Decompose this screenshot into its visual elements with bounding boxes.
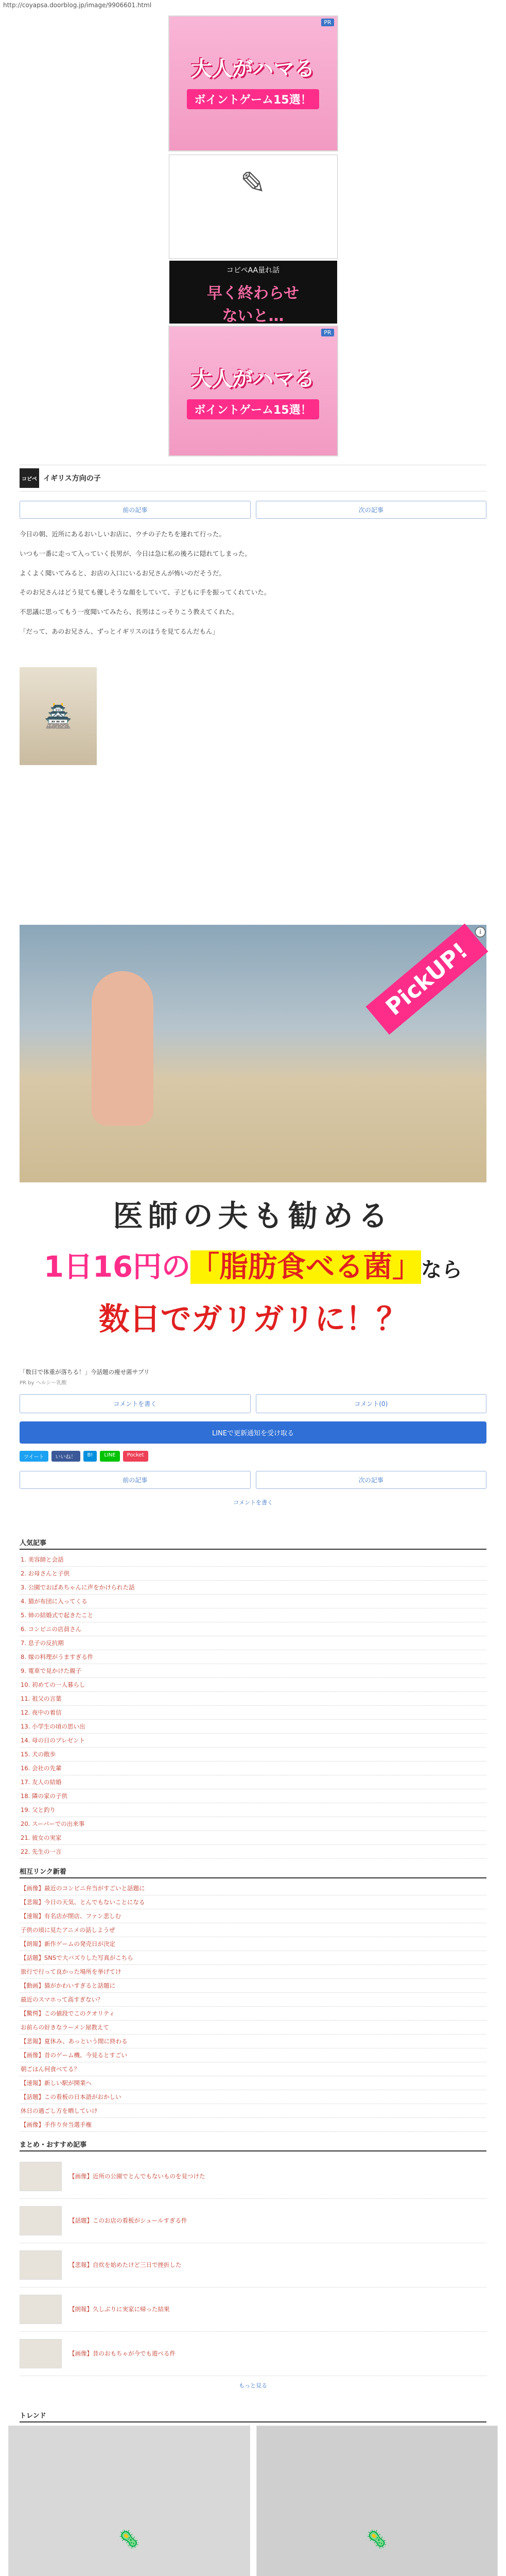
comic-drawing: ✎ xyxy=(240,165,266,201)
matome-title[interactable]: 【画像】昔のおもちゃが今でも遊べる件 xyxy=(69,2350,176,2358)
ad-headline: 大人がハマる xyxy=(191,367,315,391)
ranking-item[interactable]: 15. 犬の散歩 xyxy=(20,1748,486,1761)
matome-more-link[interactable]: もっと見る xyxy=(239,2382,267,2389)
share-buttons xyxy=(20,1451,486,1462)
promo-big-line xyxy=(20,1244,486,1285)
news-item[interactable]: 旅行で行って良かった場所を挙げてけ xyxy=(20,1965,486,1979)
ranking-item[interactable]: 17. 友人の結婚 xyxy=(20,1775,486,1789)
matome-card[interactable] xyxy=(20,2243,486,2287)
ranking-item[interactable]: 22. 先生の一言 xyxy=(20,1845,486,1859)
matome-title[interactable]: 【悲報】自炊を始めたけど三日で挫折した xyxy=(69,2261,182,2269)
news-item[interactable]: 最近のスマホって高すぎない？ xyxy=(20,1993,486,2007)
ranking-item[interactable]: 3. 公園でおばあちゃんに声をかけられた話 xyxy=(20,1581,486,1595)
ranking-item[interactable]: 4. 猫が布団に入ってくる xyxy=(20,1595,486,1608)
diet-promo-ad[interactable] xyxy=(20,925,486,1363)
matome-title[interactable]: 【話題】このお店の看板がシュールすぎる件 xyxy=(69,2217,187,2225)
next-article-button[interactable]: 次の記事 xyxy=(256,501,487,519)
matome-title[interactable]: 【朗報】久しぶりに実家に帰った結果 xyxy=(69,2306,170,2313)
matome-list xyxy=(0,2155,506,2376)
like-button[interactable]: いいね！ xyxy=(51,1451,80,1462)
pickup-ribbon: PickUP! xyxy=(366,924,488,1035)
game-ad-top[interactable] xyxy=(168,15,338,151)
article-paragraph: 不思議に思ってもう一度聞いてみたら、長男はこっそりこう教えてくれた。 xyxy=(20,608,238,616)
ad-headline: 大人がハマる xyxy=(191,57,315,81)
pr-badge: PR xyxy=(321,329,334,336)
article-nav-top xyxy=(20,501,486,519)
news-item[interactable]: 【朗報】新作ゲームの発売日が決定 xyxy=(20,1937,486,1951)
trend-grid xyxy=(8,2426,498,2576)
ranking-item[interactable]: 13. 小学生の頃の思い出 xyxy=(20,1720,486,1734)
news-item[interactable]: 【速報】新しい駅が開業へ xyxy=(20,2076,486,2090)
promo-headline: 医師の夫も勧める xyxy=(113,1198,393,1233)
news-item[interactable]: 【驚愕】この値段でこのクオリティ xyxy=(20,2007,486,2021)
ranking-item[interactable]: 19. 父と釣り xyxy=(20,1803,486,1817)
news-item[interactable]: 子供の頃に見たアニメの話しようぜ xyxy=(20,1923,486,1937)
ranking-item[interactable]: 21. 彼女の実家 xyxy=(20,1831,486,1845)
article-paragraph: 今日の朝、近所にあるおいしいお店に、ウチの子たちを連れて行った。 xyxy=(20,530,226,538)
news-item[interactable]: 【悲報】今日の天気、とんでもないことになる xyxy=(20,1895,486,1909)
article-photo: 🏯 xyxy=(20,667,97,765)
news-item[interactable]: お前らの好きなラーメン屋教えて xyxy=(20,2021,486,2035)
comic-title-ad[interactable] xyxy=(169,261,337,324)
matome-heading: まとめ・おすすめ記事 xyxy=(20,2139,486,2151)
news-item[interactable]: 朝ごはん何食べてる？ xyxy=(20,2062,486,2076)
promo-prefix: 1日16円の xyxy=(44,1250,190,1284)
promo-caption[interactable]: 「数日で体重が落ちる！」今話題の痩せ菌サプリ xyxy=(20,1368,150,1376)
ranking-item[interactable]: 16. 会社の先輩 xyxy=(20,1761,486,1775)
news-item[interactable]: 【画像】手作り弁当選手権 xyxy=(20,2118,486,2132)
article-nav-bottom xyxy=(20,1471,486,1489)
blog-icon[interactable]: コピペ xyxy=(20,468,39,488)
matome-thumbnail xyxy=(20,2162,62,2191)
next-article-button[interactable]: 次の記事 xyxy=(256,1471,487,1489)
article-paragraph: 「だって、あのお兄さん、ずっとイギリスのほうを見てるんだもん」 xyxy=(20,627,219,635)
promo-suffix: なら xyxy=(421,1258,462,1282)
trend-tile[interactable] xyxy=(256,2426,498,2576)
ranking-item[interactable]: 1. 美容師と会話 xyxy=(20,1553,486,1567)
news-heading: 相互リンク新着 xyxy=(20,1866,486,1878)
ad-subheadline: ボイントゲーム15選！ xyxy=(187,89,319,109)
article-paragraph: よくよく聞いてみると、お店の入口にいるお兄さんが怖いのだそうだ。 xyxy=(20,569,226,577)
page-title: イギリス方向の子 xyxy=(43,474,101,483)
ranking-item[interactable]: 14. 母の日のプレゼント xyxy=(20,1734,486,1748)
prev-article-button[interactable]: 前の記事 xyxy=(20,501,251,519)
pr-badge: PR xyxy=(321,19,334,26)
comic-ad-line1: 早く終わらせ xyxy=(206,284,300,302)
promo-caption-box xyxy=(20,1368,486,1386)
comic-ad[interactable] xyxy=(169,155,338,259)
comment-count-button[interactable]: コメント(0) xyxy=(256,1394,487,1413)
ranking-item[interactable]: 2. お母さんと子供 xyxy=(20,1567,486,1581)
news-list xyxy=(20,1882,486,2132)
matome-thumbnail xyxy=(20,2206,62,2235)
ranking-item[interactable]: 5. 姉の結婚式で起きたこと xyxy=(20,1608,486,1622)
browser-url[interactable]: http://coyapsa.doorblog.jp/image/9906601.html xyxy=(3,2,152,9)
ranking-item[interactable]: 10. 初めての一人暮らし xyxy=(20,1678,486,1692)
ranking-item[interactable]: 12. 夜中の着信 xyxy=(20,1706,486,1720)
comment-actions xyxy=(20,1394,486,1413)
line-follow-button[interactable]: LINEで更新通知を受け取る xyxy=(20,1421,486,1444)
ranking-item[interactable]: 9. 電車で見かけた親子 xyxy=(20,1664,486,1678)
news-item[interactable]: 【画像】昔のゲーム機、今見るとすごい xyxy=(20,2048,486,2062)
promo-sub: PR by ヘルシー乳酸 xyxy=(20,1380,67,1386)
trend-heading: トレンド xyxy=(20,2410,486,2422)
ranking-heading: 人気記事 xyxy=(20,1537,486,1550)
matome-card[interactable] xyxy=(20,2332,486,2376)
prev-article-button[interactable]: 前の記事 xyxy=(20,1471,251,1489)
matome-thumbnail xyxy=(20,2339,62,2368)
matome-card[interactable] xyxy=(20,2155,486,2199)
trend-image: 🦠 xyxy=(256,2426,498,2576)
ranking-item[interactable]: 6. コンビニの店員さん xyxy=(20,1622,486,1636)
promo-bottom-line: 数日でガリガリに！？ xyxy=(98,1301,408,1337)
article-paragraph: いつも一番に走って入っていく長男が、今日は急に私の後ろに隠れてしまった。 xyxy=(20,549,252,557)
trend-tile[interactable] xyxy=(8,2426,250,2576)
line-share-button[interactable]: LINE xyxy=(100,1451,119,1462)
matome-thumbnail xyxy=(20,2250,62,2280)
game-ad-middle[interactable] xyxy=(168,326,338,456)
blog-header xyxy=(20,465,486,492)
figure-icon xyxy=(92,971,153,1126)
trend-image: 🦠 xyxy=(8,2426,250,2576)
matome-card[interactable] xyxy=(20,2199,486,2243)
comic-ad-title: コピペAA量れ話 xyxy=(226,266,280,275)
news-item[interactable]: 休日の過ごし方を晒していけ xyxy=(20,2104,486,2118)
ad-subheadline: ボイントゲーム15選！ xyxy=(187,399,319,419)
promo-highlight: 「脂肪食べる菌」 xyxy=(190,1250,421,1284)
ranking-item[interactable]: 11. 祖父の言葉 xyxy=(20,1692,486,1706)
tweet-button[interactable]: ツイート xyxy=(20,1451,48,1462)
ranking-item[interactable]: 20. スーパーでの出来事 xyxy=(20,1817,486,1831)
article-paragraph: そのお兄さんはどう見ても優しそうな顔をしていて、子どもに手を振ってくれていた。 xyxy=(20,588,271,597)
comic-ad-line2: ないと… xyxy=(222,307,284,325)
news-item[interactable]: 【画像】最近のコンビニ弁当がすごいと話題に xyxy=(20,1882,486,1895)
top-ad-area xyxy=(0,15,506,456)
matome-title[interactable]: 【画像】近所の公園でとんでもないものを見つけた xyxy=(69,2173,205,2180)
news-item[interactable]: 【話題】この看板の日本語がおかしい xyxy=(20,2090,486,2104)
news-item[interactable]: 【速報】有名店が閉店、ファン悲しむ xyxy=(20,1909,486,1923)
ranking-item[interactable]: 7. 息子の反抗期 xyxy=(20,1636,486,1650)
matome-thumbnail xyxy=(20,2295,62,2324)
matome-card[interactable] xyxy=(20,2287,486,2332)
news-item[interactable]: 【動画】猫がかわいすぎると話題に xyxy=(20,1979,486,1993)
comment-link[interactable]: コメントを書く xyxy=(233,1499,273,1506)
hatena-button[interactable]: B! xyxy=(83,1451,97,1462)
article-body xyxy=(20,528,486,662)
ranking-item[interactable]: 8. 嫁の料理がうますぎる件 xyxy=(20,1650,486,1664)
ranking-item[interactable]: 18. 隣の家の子供 xyxy=(20,1789,486,1803)
write-comment-button[interactable]: コメントを書く xyxy=(20,1394,251,1413)
news-item[interactable]: 【悲報】夏休み、あっという間に終わる xyxy=(20,2035,486,2048)
pocket-button[interactable]: Pocket xyxy=(123,1451,148,1462)
news-item[interactable]: 【話題】SNSで大バズりした写真がこちら xyxy=(20,1951,486,1965)
ranking-list xyxy=(20,1553,486,1859)
info-icon[interactable]: i xyxy=(475,927,485,937)
beach-photo xyxy=(20,925,486,1182)
